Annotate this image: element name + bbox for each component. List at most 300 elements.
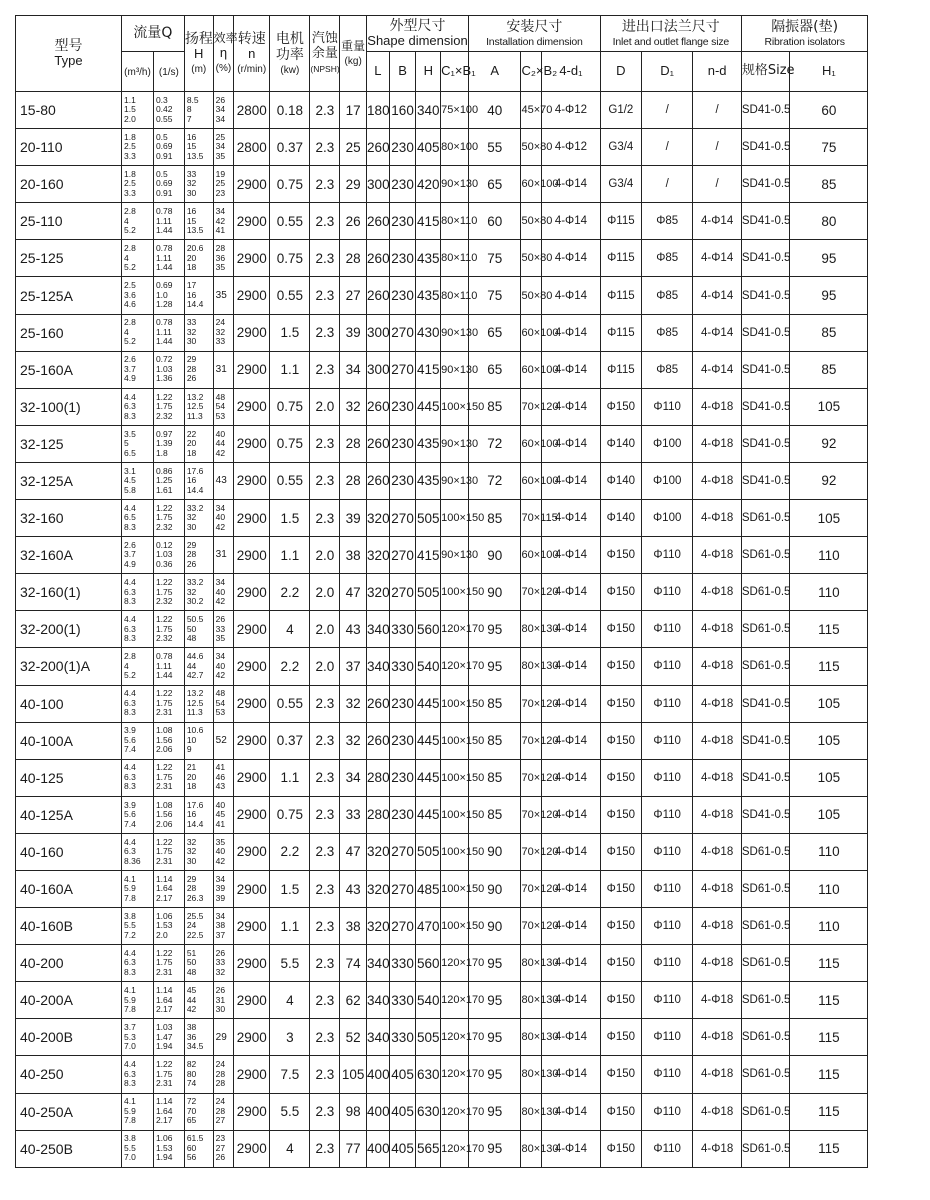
- cell-H: 540: [416, 648, 441, 685]
- table-row: [16, 1019, 915, 1056]
- table-row: [16, 425, 915, 462]
- cell-head: [184, 648, 213, 685]
- cell-head-value: 60: [186, 1142, 197, 1153]
- cell-flow-ls-value: 1.25: [155, 475, 173, 486]
- cell-speed: 2900: [234, 462, 270, 499]
- cell-speed: 2900: [234, 537, 270, 574]
- cell-power: 0.75: [270, 166, 310, 203]
- cell-B: 270: [389, 500, 416, 537]
- cell-A: 95: [468, 1130, 521, 1167]
- cell-speed: 2900: [234, 982, 270, 1019]
- cell-head-value: 50: [186, 623, 197, 634]
- cell-flow-m3h-value: 3.9: [124, 799, 136, 810]
- cell-H: 630: [416, 1093, 441, 1130]
- cell-flow-m3h-value: 4: [124, 660, 129, 671]
- cell-flow-ls-value: 1.06: [155, 1133, 173, 1144]
- cell-H: 445: [416, 759, 441, 796]
- cell-flow-m3h-value: 6.3: [124, 957, 136, 968]
- cell-flow-m3h-value: 5.9: [124, 1105, 136, 1116]
- cell-L: 320: [367, 870, 390, 907]
- cell-D: Φ140: [600, 500, 641, 537]
- cell-C1xB1: 100×150: [441, 388, 469, 425]
- cell-power: 7.5: [270, 1056, 310, 1093]
- cell-head-value: 32: [186, 586, 197, 597]
- cell-D: Φ150: [600, 611, 641, 648]
- cell-flow-ls-value: 2.17: [155, 892, 173, 903]
- cell-power: 0.75: [270, 425, 310, 462]
- cell-flow-ls: [153, 722, 184, 759]
- cell-flow-m3h-value: 5: [124, 438, 129, 449]
- cell-head-value: 44: [186, 994, 197, 1005]
- cell-npsh: 2.3: [310, 129, 340, 166]
- cell-flow-m3h: [122, 648, 154, 685]
- cell-flow-ls-value: 1.8: [155, 447, 168, 458]
- cell-flow-m3h-value: 8.3: [124, 966, 136, 977]
- cell-isolator-size: SD41-0.5: [741, 240, 789, 277]
- cell-flow-ls-value: 2.0: [155, 929, 168, 940]
- cell-speed: 2900: [234, 1093, 270, 1130]
- cell-L: 300: [367, 166, 390, 203]
- cell-C1xB1: 90×130: [441, 351, 469, 388]
- table-row: [16, 574, 915, 611]
- cell-head-value: 16: [186, 809, 197, 820]
- cell-weight: 34: [340, 759, 367, 796]
- cell-efficiency-value: 39: [215, 883, 226, 894]
- cell-D: Φ150: [600, 648, 641, 685]
- cell-flow-m3h-value: 6.5: [124, 447, 136, 458]
- cell-B: 230: [389, 240, 416, 277]
- cell-flow-ls-value: 1.94: [155, 1041, 173, 1052]
- cell-flow-ls-value: 1.44: [155, 670, 173, 681]
- cell-L: 280: [367, 759, 390, 796]
- cell-flow-m3h-value: 2.6: [124, 354, 136, 365]
- cell-head-value: 13.5: [186, 150, 204, 161]
- cell-D1: Φ85: [641, 203, 692, 240]
- cell-D1: Φ110: [641, 1019, 692, 1056]
- cell-flow-ls: [153, 945, 184, 982]
- cell-flow-m3h-value: 3.7: [124, 549, 136, 560]
- cell-head-value: 32: [186, 512, 197, 523]
- cell-flow-ls-value: 1.22: [155, 688, 173, 699]
- table-row: [16, 685, 915, 722]
- cell-D1: Φ110: [641, 982, 692, 1019]
- cell-C1xB1: 100×150: [441, 574, 469, 611]
- cell-C2xB2: 45×70: [521, 92, 542, 129]
- cell-head-value: 21: [186, 762, 197, 773]
- cell-D: Φ150: [600, 833, 641, 870]
- cell-H1: 85: [790, 351, 868, 388]
- table-row: [16, 166, 915, 203]
- cell-efficiency-value: 31: [215, 549, 227, 561]
- table-row: [16, 203, 915, 240]
- cell-flow-ls-value: 2.32: [155, 633, 173, 644]
- cell-head-value: 22: [186, 428, 197, 439]
- cell-n-d: 4-Φ14: [693, 203, 741, 240]
- cell-head: [184, 722, 213, 759]
- cell-flow-m3h: [122, 462, 154, 499]
- cell-efficiency-value: 30: [215, 1004, 226, 1015]
- cell-flow-ls-value: 1.94: [155, 1152, 173, 1163]
- cell-npsh: 2.0: [310, 648, 340, 685]
- cell-C1xB1: 100×150: [441, 685, 469, 722]
- cell-D: Φ150: [600, 759, 641, 796]
- cell-flow-ls-value: 1.56: [155, 809, 173, 820]
- cell-flow-m3h: [122, 1093, 154, 1130]
- cell-efficiency-value: 28: [215, 1078, 226, 1089]
- cell-D1: Φ85: [641, 240, 692, 277]
- cell-head-value: 11.3: [186, 707, 203, 718]
- cell-head-value: 12.5: [186, 697, 204, 708]
- cell-flow-m3h-value: 5.9: [124, 994, 136, 1005]
- cell-efficiency-value: 26: [215, 94, 226, 105]
- cell-flow-m3h-value: 5.2: [124, 225, 136, 236]
- cell-head-value: 72: [186, 1096, 197, 1107]
- cell-H1: 80: [790, 203, 868, 240]
- cell-C2xB2: 80×130: [521, 1056, 542, 1093]
- header-npsh: 汽蚀余量 (NPSH): [310, 16, 340, 92]
- cell-head-value: 30.2: [186, 596, 204, 607]
- cell-flow-m3h: [122, 537, 154, 574]
- cell-efficiency-value: 34: [215, 113, 226, 124]
- cell-B: 230: [389, 796, 416, 833]
- cell-C1xB1: 100×150: [441, 908, 469, 945]
- cell-flow-m3h-value: 8.3: [124, 521, 136, 532]
- cell-power: 3: [270, 1019, 310, 1056]
- cell-D: Φ115: [600, 277, 641, 314]
- cell-D1: Φ110: [641, 388, 692, 425]
- cell-efficiency-value: 54: [215, 697, 226, 708]
- cell-efficiency-value: 33: [215, 336, 226, 347]
- cell-head-value: 44.6: [186, 651, 204, 662]
- cell-D: Φ150: [600, 1056, 641, 1093]
- cell-A: 95: [468, 611, 521, 648]
- cell-head-value: 20.6: [186, 243, 204, 254]
- cell-C2xB2: 50×80: [521, 129, 542, 166]
- cell-flow-m3h: [122, 314, 154, 351]
- cell-flow-m3h-value: 3.3: [124, 150, 136, 161]
- cell-flow-ls-value: 0.42: [155, 104, 173, 115]
- cell-H: 430: [416, 314, 441, 351]
- cell-flow-ls-value: 2.32: [155, 410, 173, 421]
- table-row: [16, 462, 915, 499]
- cell-type: 32-160(1): [16, 574, 122, 611]
- cell-weight: 39: [340, 314, 367, 351]
- cell-flow-ls-value: 1.22: [155, 577, 173, 588]
- cell-npsh: 2.3: [310, 351, 340, 388]
- cell-head-value: 8.5: [186, 94, 199, 105]
- cell-efficiency-value: 42: [215, 521, 226, 532]
- cell-weight: 39: [340, 500, 367, 537]
- cell-C1xB1: 100×150: [441, 722, 469, 759]
- cell-D: G1/2: [600, 92, 641, 129]
- table-row: [16, 982, 915, 1019]
- cell-npsh: 2.3: [310, 462, 340, 499]
- cell-efficiency-value: 53: [215, 707, 226, 718]
- cell-flow-m3h-value: 7.4: [124, 818, 136, 829]
- cell-power: 1.1: [270, 351, 310, 388]
- cell-efficiency: [213, 240, 234, 277]
- cell-head-value: 13.2: [186, 391, 204, 402]
- cell-flow-m3h-value: 8.3: [124, 410, 136, 421]
- cell-B: 270: [389, 537, 416, 574]
- cell-D1: Φ110: [641, 908, 692, 945]
- cell-C2xB2: 70×120: [521, 796, 542, 833]
- header-isolators: 隔振器(垫) Ribration isolators: [741, 16, 868, 52]
- cell-H: 485: [416, 870, 441, 907]
- cell-flow-m3h-value: 7.8: [124, 892, 136, 903]
- cell-head-value: 20: [186, 252, 197, 263]
- cell-head-value: 18: [186, 447, 197, 458]
- cell-flow-ls-value: 0.5: [155, 131, 168, 142]
- cell-npsh: 2.3: [310, 870, 340, 907]
- cell-flow-m3h-value: 8.36: [124, 855, 141, 866]
- cell-isolator-size: SD41-0.5: [741, 277, 789, 314]
- cell-4-d1: 4-Φ14: [542, 982, 601, 1019]
- cell-speed: 2900: [234, 796, 270, 833]
- cell-H: 415: [416, 351, 441, 388]
- cell-flow-ls-value: 1.53: [155, 1142, 173, 1153]
- cell-head-value: 24: [186, 920, 197, 931]
- cell-H: 565: [416, 1130, 441, 1167]
- cell-flow-ls-value: 2.31: [155, 1078, 173, 1089]
- cell-head: [184, 611, 213, 648]
- cell-head-value: 50.5: [186, 614, 204, 625]
- cell-isolator-size: SD61-0.5: [741, 982, 789, 1019]
- cell-flow-m3h-value: 7.8: [124, 1115, 136, 1126]
- cell-flow-m3h-value: 4.4: [124, 688, 136, 699]
- cell-flow-ls-value: 1.03: [155, 549, 173, 560]
- cell-isolator-size: SD41-0.5: [741, 796, 789, 833]
- cell-speed: 2900: [234, 722, 270, 759]
- table-row: [16, 351, 915, 388]
- cell-flow-m3h: [122, 574, 154, 611]
- cell-efficiency-value: 32: [215, 966, 226, 977]
- cell-speed: 2800: [234, 129, 270, 166]
- cell-L: 260: [367, 685, 390, 722]
- cell-efficiency: [213, 574, 234, 611]
- cell-C1xB1: 120×170: [441, 945, 469, 982]
- cell-flow-m3h-value: 8.3: [124, 707, 136, 718]
- cell-efficiency-value: 33: [215, 623, 226, 634]
- cell-flow-ls-value: 1.03: [155, 363, 173, 374]
- cell-A: 65: [468, 166, 521, 203]
- cell-n-d: 4-Φ14: [693, 351, 741, 388]
- cell-flow-m3h: [122, 908, 154, 945]
- cell-efficiency-value: 43: [215, 781, 226, 792]
- cell-head: [184, 351, 213, 388]
- header-D: D: [600, 52, 641, 92]
- cell-power: 0.75: [270, 796, 310, 833]
- cell-efficiency-value: 40: [215, 428, 226, 439]
- cell-head: [184, 425, 213, 462]
- cell-n-d: 4-Φ18: [693, 388, 741, 425]
- cell-flow-ls: [153, 1093, 184, 1130]
- cell-C2xB2: 50×80: [521, 203, 542, 240]
- cell-weight: 29: [340, 166, 367, 203]
- cell-head-value: 42: [186, 1004, 197, 1015]
- cell-flow-ls: [153, 203, 184, 240]
- cell-A: 95: [468, 982, 521, 1019]
- cell-flow-m3h-value: 4.4: [124, 391, 136, 402]
- cell-power: 5.5: [270, 1093, 310, 1130]
- cell-efficiency: [213, 166, 234, 203]
- cell-H1: 105: [790, 759, 868, 796]
- cell-type: 40-160: [16, 833, 122, 870]
- cell-head-value: 61.5: [186, 1133, 204, 1144]
- cell-flow-m3h-value: 4.6: [124, 299, 136, 310]
- cell-D: Φ150: [600, 908, 641, 945]
- cell-npsh: 2.3: [310, 277, 340, 314]
- cell-head-value: 51: [186, 947, 197, 958]
- cell-D1: Φ100: [641, 462, 692, 499]
- cell-C1xB1: 90×130: [441, 425, 469, 462]
- cell-D: Φ150: [600, 1019, 641, 1056]
- cell-flow-ls-value: 2.17: [155, 1115, 173, 1126]
- cell-flow-m3h-value: 3.8: [124, 910, 136, 921]
- cell-flow-ls-value: 2.06: [155, 744, 173, 755]
- cell-H: 340: [416, 92, 441, 129]
- cell-speed: 2900: [234, 759, 270, 796]
- cell-n-d: 4-Φ18: [693, 537, 741, 574]
- cell-weight: 34: [340, 351, 367, 388]
- cell-4-d1: 4-Φ12: [542, 129, 601, 166]
- cell-4-d1: 4-Φ14: [542, 574, 601, 611]
- cell-efficiency-value: 28: [215, 1105, 226, 1116]
- cell-C2xB2: 80×130: [521, 1130, 542, 1167]
- cell-speed: 2900: [234, 574, 270, 611]
- table-row: [16, 314, 915, 351]
- cell-A: 85: [468, 685, 521, 722]
- cell-H1: 60: [790, 92, 868, 129]
- cell-efficiency-value: 37: [215, 929, 226, 940]
- cell-efficiency-value: 38: [215, 920, 226, 931]
- cell-flow-ls-value: 1.11: [155, 215, 172, 226]
- cell-flow-m3h-value: 8.3: [124, 633, 136, 644]
- cell-flow-ls-value: 1.44: [155, 336, 173, 347]
- cell-H1: 85: [790, 166, 868, 203]
- cell-B: 330: [389, 982, 416, 1019]
- cell-flow-m3h-value: 4.4: [124, 614, 136, 625]
- header-flow: 流量Q: [122, 16, 185, 52]
- cell-head-value: 15: [186, 141, 197, 152]
- cell-flow-m3h-value: 4.9: [124, 558, 136, 569]
- cell-C1xB1: 120×170: [441, 1093, 469, 1130]
- cell-H: 470: [416, 908, 441, 945]
- cell-isolator-size: SD41-0.5: [741, 425, 789, 462]
- cell-B: 230: [389, 425, 416, 462]
- cell-npsh: 2.3: [310, 203, 340, 240]
- cell-flow-m3h-value: 4.1: [124, 1096, 136, 1107]
- cell-weight: 38: [340, 537, 367, 574]
- cell-flow-m3h-value: 4: [124, 252, 129, 263]
- cell-H: 505: [416, 1019, 441, 1056]
- cell-flow-ls-value: 1.14: [155, 873, 173, 884]
- cell-flow-ls: [153, 908, 184, 945]
- header-flange-size: 进出口法兰尺寸 Inlet and outlet flange size: [600, 16, 741, 52]
- cell-C2xB2: 80×130: [521, 648, 542, 685]
- table-row: [16, 92, 915, 129]
- cell-head: [184, 908, 213, 945]
- cell-flow-m3h-value: 3.6: [124, 289, 136, 300]
- cell-B: 230: [389, 759, 416, 796]
- cell-npsh: 2.3: [310, 833, 340, 870]
- cell-head-value: 33: [186, 317, 197, 328]
- cell-A: 90: [468, 537, 521, 574]
- cell-isolator-size: SD41-0.5: [741, 129, 789, 166]
- cell-L: 320: [367, 574, 390, 611]
- cell-H1: 115: [790, 648, 868, 685]
- table-body: [16, 92, 915, 1168]
- cell-H1: 115: [790, 945, 868, 982]
- cell-flow-m3h: [122, 129, 154, 166]
- cell-weight: 38: [340, 908, 367, 945]
- cell-4-d1: 4-Φ14: [542, 611, 601, 648]
- cell-L: 320: [367, 908, 390, 945]
- cell-B: 160: [389, 92, 416, 129]
- cell-head-value: 30: [186, 521, 197, 532]
- cell-isolator-size: SD41-0.5: [741, 388, 789, 425]
- cell-efficiency-value: 40: [215, 660, 226, 671]
- cell-flow-m3h-value: 7.8: [124, 1004, 136, 1015]
- cell-npsh: 2.3: [310, 685, 340, 722]
- cell-B: 405: [389, 1130, 416, 1167]
- cell-head: [184, 92, 213, 129]
- cell-efficiency-value: 31: [215, 994, 226, 1005]
- cell-flow-m3h: [122, 1130, 154, 1167]
- cell-D1: Φ110: [641, 1093, 692, 1130]
- cell-4-d1: 4-Φ14: [542, 203, 601, 240]
- cell-C1xB1: 90×130: [441, 462, 469, 499]
- cell-flow-ls: [153, 648, 184, 685]
- cell-B: 330: [389, 945, 416, 982]
- cell-flow-m3h-value: 5.6: [124, 734, 136, 745]
- cell-flow-ls: [153, 1056, 184, 1093]
- cell-head-value: 16: [186, 475, 197, 486]
- cell-flow-ls: [153, 500, 184, 537]
- cell-speed: 2900: [234, 870, 270, 907]
- cell-n-d: 4-Φ18: [693, 1019, 741, 1056]
- cell-flow-ls-value: 0.55: [155, 113, 173, 124]
- cell-flow-m3h-value: 4.1: [124, 985, 136, 996]
- cell-n-d: 4-Φ18: [693, 908, 741, 945]
- cell-efficiency: [213, 351, 234, 388]
- cell-A: 55: [468, 129, 521, 166]
- cell-H1: 110: [790, 833, 868, 870]
- cell-npsh: 2.0: [310, 611, 340, 648]
- cell-C2xB2: 50×80: [521, 277, 542, 314]
- cell-efficiency-value: 35: [215, 836, 226, 847]
- cell-power: 1.1: [270, 759, 310, 796]
- cell-efficiency: [213, 92, 234, 129]
- cell-efficiency-value: 41: [215, 225, 226, 236]
- cell-H: 445: [416, 796, 441, 833]
- cell-flow-m3h-value: 4.4: [124, 947, 136, 958]
- cell-L: 400: [367, 1130, 390, 1167]
- cell-C2xB2: 80×130: [521, 945, 542, 982]
- cell-head-value: 9: [186, 744, 192, 755]
- cell-head: [184, 1130, 213, 1167]
- cell-4-d1: 4-Φ14: [542, 166, 601, 203]
- cell-L: 400: [367, 1056, 390, 1093]
- cell-C2xB2: 60×100: [521, 462, 542, 499]
- cell-speed: 2900: [234, 500, 270, 537]
- cell-head: [184, 759, 213, 796]
- cell-weight: 32: [340, 388, 367, 425]
- cell-n-d: 4-Φ18: [693, 945, 741, 982]
- cell-head-value: 28: [186, 363, 197, 374]
- cell-isolator-size: SD61-0.5: [741, 574, 789, 611]
- cell-isolator-size: SD61-0.5: [741, 611, 789, 648]
